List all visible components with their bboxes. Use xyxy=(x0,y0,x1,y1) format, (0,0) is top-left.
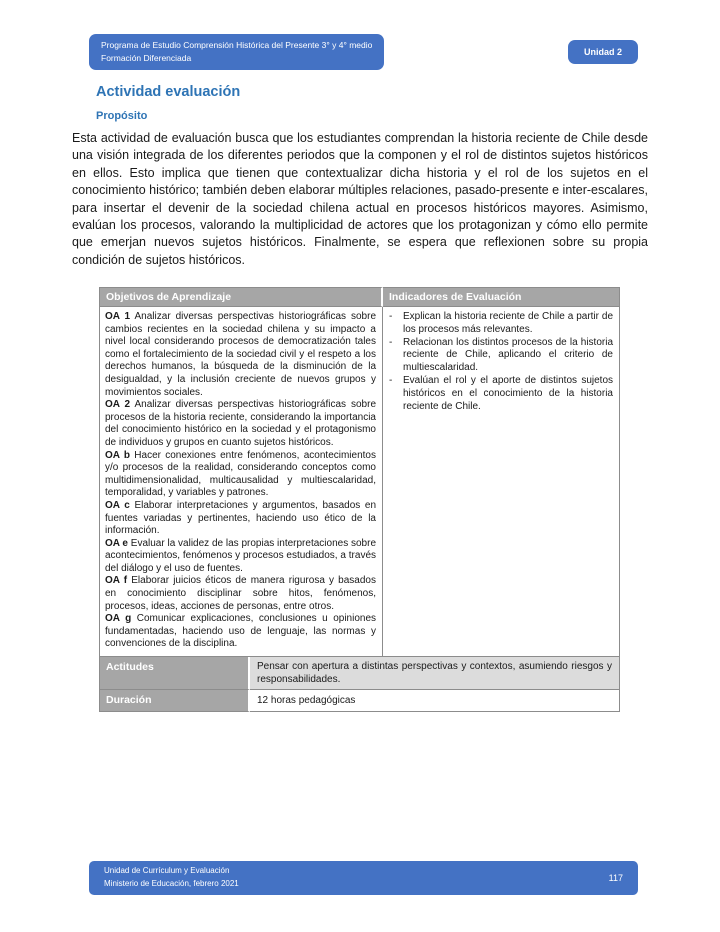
footer-line1: Unidad de Currículum y Evaluación xyxy=(104,866,230,876)
indicator-text: Relacionan los distintos procesos de la historia reciente de Chile, aplicando el criterio de multiescalaridad. xyxy=(403,336,613,374)
actitudes-label: Actitudes xyxy=(99,657,250,690)
actitudes-text: Pensar con apertura a distintas perspectivas y contextos, asumiendo riesgos y responsabilidades. xyxy=(250,657,620,690)
indicator-text: Explican la historia reciente de Chile a partir de los procesos más relevantes. xyxy=(403,311,613,335)
page-number: 117 xyxy=(608,873,623,883)
footer-bar xyxy=(89,861,638,895)
objective-text: Evaluar la validez de las propias interpretaciones sobre acontecimientos, fenómenos y procesos estudiados, a través del diálogo y el uso de fuentes. xyxy=(105,537,377,574)
table-header-indicators: Indicadores de Evaluación xyxy=(383,287,620,307)
duracion-row xyxy=(99,690,620,712)
objective-code: OA c xyxy=(105,499,130,511)
objective-item xyxy=(105,311,376,399)
objective-code: OA e xyxy=(105,537,128,549)
objective-item xyxy=(105,450,376,500)
intro-paragraph: Esta actividad de evaluación busca que los estudiantes comprendan la historia reciente de Chile desde una visión integrada de los diferentes periodos que la componen y el rol de distintos sujetos históricos en ellos. Esto implica que tienen que contextualizar dicha historia y el rol de los sujetos en el conocimiento histórico; también deben elaborar múltiples relaciones, pasado-presente e inter-escalares, para insertar el devenir de la sociedad chilena actual en procesos históricos mayores. Asimismo, evalúan los procesos, valorando la multiplicidad de actores que los protagonizan y cómo ello permite que emerjan nuevos sujetos históricos. Finalmente, se espera que reflexionen sobre su propia condición de sujetos históricos. xyxy=(72,131,649,267)
table-header-row xyxy=(99,287,620,307)
objective-item xyxy=(105,613,376,651)
objective-code: OA g xyxy=(105,613,132,625)
oa-table xyxy=(99,287,620,712)
program-badge xyxy=(89,34,384,70)
page-header xyxy=(89,34,638,70)
footer-line2: Ministerio de Educación, febrero 2021 xyxy=(104,879,239,888)
objective-code: OA b xyxy=(105,449,131,461)
indicator-item xyxy=(389,337,613,375)
objective-item xyxy=(105,399,376,449)
objective-text: Comunicar explicaciones, conclusiones u opiniones fundamentadas, haciendo uso de lenguaje, las normas y convenciones de la disciplina. xyxy=(105,613,377,650)
actitudes-row xyxy=(99,657,620,690)
indicator-marker: - xyxy=(389,336,393,348)
objective-text: Elaborar interpretaciones y argumentos, basados en fuentes variadas y pertinentes, haciendo uso ético de la información. xyxy=(105,499,377,537)
objective-text: Analizar diversas perspectivas historiográficas sobre cambios recientes en la sociedad chilena y su impacto a nivel local considerando procesos de democratización tales como el fortalecimiento de la sociedad civil y el respeto a los derechos humanos, la búsqueda de la disminución de la desigualdad, y la inclusión creciente de nuevos grupos y movimientos sociales. xyxy=(105,311,377,398)
objective-text: Hacer conexiones entre fenómenos, acontecimientos y/o procesos de la realidad, considerando conceptos como multidimensionalidad, multicausalidad y multiescalaridad, temporalidad, y variables y patrones. xyxy=(105,449,376,499)
section-subtitle: Propósito xyxy=(96,110,148,122)
objective-item xyxy=(105,538,376,576)
table-header-objectives: Objetivos de Aprendizaje xyxy=(99,287,383,307)
program-title-line1: Programa de Estudio Comprensión Histórica del Presente 3° y 4° medio xyxy=(101,40,373,50)
indicator-text: Evalúan el rol y el aporte de distintos sujetos históricos en el conocimiento de la historia reciente de Chile. xyxy=(403,374,613,412)
objective-text: Analizar diversas perspectivas historiográficas sobre procesos de la historia reciente, considerando la importancia del conocimiento histórico en la sociedad y el protagonismo de individuos y grupos en cuanto sujetos históricos. xyxy=(105,399,377,448)
objective-code: OA 2 xyxy=(105,399,131,411)
indicator-item xyxy=(389,375,613,413)
indicator-item xyxy=(389,311,613,337)
indicators-cell xyxy=(383,307,620,657)
indicator-marker: - xyxy=(389,311,393,322)
table-body-row xyxy=(99,307,620,657)
objective-item xyxy=(105,500,376,538)
objective-code: OA f xyxy=(105,575,128,587)
unit-badge: Unidad 2 xyxy=(568,40,638,64)
indicator-marker: - xyxy=(389,374,393,386)
objective-text: Elaborar juicios éticos de manera rigurosa y basados en conocimiento disciplinar sobre hitos, fenómenos, procesos, ideas, acciones de personas, entre otros. xyxy=(105,575,376,612)
page-title: Actividad evaluación xyxy=(96,84,241,100)
objectives-cell xyxy=(99,307,383,657)
program-title-line2: Formación Diferenciada xyxy=(101,52,192,63)
objective-item xyxy=(105,575,376,613)
duracion-label: Duración xyxy=(99,690,250,712)
footer-text xyxy=(104,865,239,891)
objective-code: OA 1 xyxy=(105,311,131,322)
duracion-text: 12 horas pedagógicas xyxy=(250,690,620,712)
